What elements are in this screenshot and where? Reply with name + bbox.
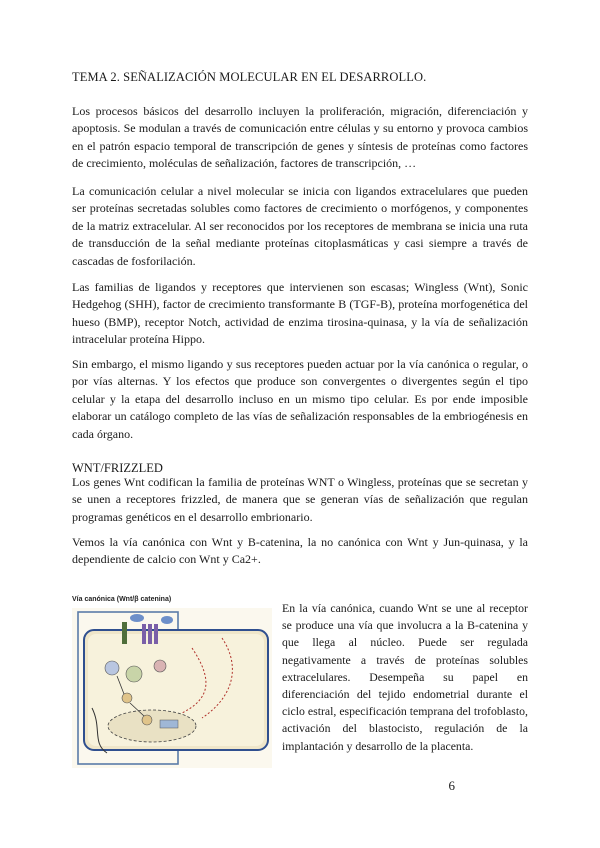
beta-catenin-nuclear xyxy=(142,715,152,725)
section-heading: WNT/FRIZZLED xyxy=(72,461,163,475)
wnt-pathway-diagram xyxy=(72,608,272,768)
nucleus xyxy=(108,710,196,742)
beta-catenin xyxy=(122,693,132,703)
figure-side-text: En la vía canónica, cuando Wnt se une al receptor se produce una vía que involucra a la B-catenina y que llega al núcleo. Puede ser regulada negativamente a través de proteínas solubles extracelulares. Desempeña su papel en diferenciación del tejido endometrial durante el ciclo estral, especificación temprana del trofoblasto, activación del blastocisto, regulación de la implantación y desarrollo de la placenta. xyxy=(282,601,528,753)
gsk3-protein xyxy=(154,660,166,672)
frizzled-receptor-3 xyxy=(154,624,158,644)
lrp-coreceptor xyxy=(122,622,127,644)
destruction-complex xyxy=(126,666,142,682)
intro-paragraph-1: Los procesos básicos del desarrollo incluyen la proliferación, migración, diferenciación y apoptosis. Se modulan a través de comunicación entre células y su entorno y provoca cambios en el patrón espacio temporal de transcripción de genes y síntesis de proteínas como factores de crecimiento, moléculas de señalización, factores de transcripción, … xyxy=(72,104,528,171)
tcf-lef-complex xyxy=(160,720,178,728)
intro-paragraph-4: Sin embargo, el mismo ligando y sus receptores pueden actuar por la vía canónica o regular, o por vías alternas. Y los efectos que produce son convergentes o divergentes según el tipo celular y la etapa del desarrollo incluso en un mismo tipo celular. Es por ende imposible elaborar un catálogo completo de las vías de señalización responsables de la embriogénesis en cada órgano. xyxy=(72,357,528,441)
page-number: 6 xyxy=(448,778,455,793)
frizzled-receptor xyxy=(142,624,146,644)
figure xyxy=(72,596,272,768)
wnt-ligand-2 xyxy=(161,616,173,624)
dishevelled-protein xyxy=(105,661,119,675)
figure-title: Vía canónica (Wnt/β catenina) xyxy=(72,596,172,603)
intro-paragraph-2: La comunicación celular a nivel molecular se inicia con ligandos extracelulares que pueden ser proteínas secretadas solubles como factores de crecimiento o morfógenos, y componentes de la matriz extracelular. Al ser reconocidos por los receptores de membrana se inicia una ruta de transducción de la señal mediante proteínas citoplasmáticas y casi siempre a través de cascadas de fosforilación. xyxy=(72,184,528,268)
frizzled-receptor-2 xyxy=(148,624,152,644)
wnt-paragraph-1: Los genes Wnt codifican la familia de proteínas WNT o Wingless, proteínas que se secretan y se unen a receptores frizzled, de manera que se generan vías de señalización que regulan programas genéticos en el desarrollo embrionario. xyxy=(72,475,528,524)
wnt-ligand xyxy=(130,614,144,622)
page-title: TEMA 2. SEÑALIZACIÓN MOLECULAR EN EL DESARROLLO. xyxy=(72,70,427,84)
intro-paragraph-3: Las familias de ligandos y receptores que intervienen son escasas; Wingless (Wnt), Sonic Hedgehog (SHH), factor de crecimiento transformante B (TGF-B), proteína morfogenética del hueso (BMP), receptor Notch, actividad de enzima tirosina-quinasa, y la vía de señalización intracelular proteína Hippo. xyxy=(72,280,528,347)
wnt-paragraph-2: Vemos la vía canónica con Wnt y B-catenina, la no canónica con Wnt y Jun-quinasa, y la dependiente de calcio con Wnt y Ca2+. xyxy=(72,535,528,567)
